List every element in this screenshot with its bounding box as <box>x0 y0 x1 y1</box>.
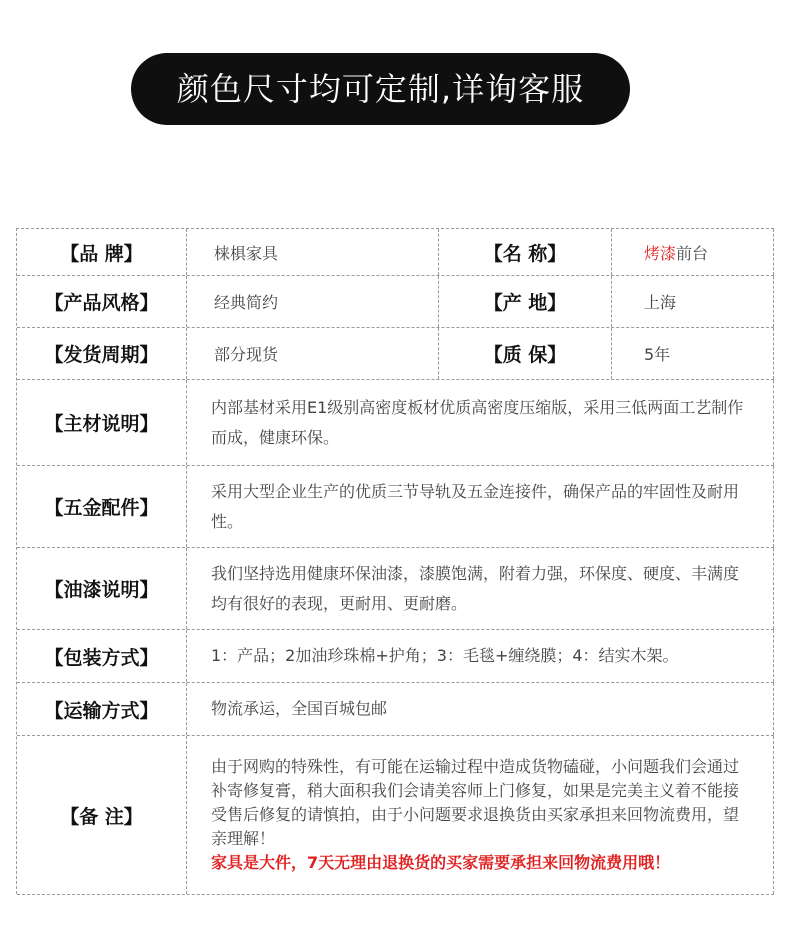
notes-text <box>211 755 753 875</box>
table-row <box>17 548 774 630</box>
label-brand: 【品 牌】 <box>17 229 187 275</box>
value-hardware <box>187 466 774 547</box>
value-delivery: 部分现货 <box>187 328 439 379</box>
value-warranty: 5年 <box>612 328 774 379</box>
table-row <box>17 328 774 380</box>
transport-text: 物流承运，全国百城包邮 <box>211 699 388 718</box>
notes-body: 由于网购的特殊性，有可能在运输过程中造成货物磕碰，小问题我们会通过补寄修复膏，稍大面积我们会请美容师上门修复，如果是完美主义着不能接受售后修复的请慎拍，由于小问题要求退换货由买家承担来回物流费用，望亲理解！ <box>211 757 740 848</box>
table-row <box>17 276 774 328</box>
label-transport: 【运输方式】 <box>17 683 187 735</box>
value-name-highlight: 烤漆 <box>644 243 677 263</box>
customization-banner: 颜色尺寸均可定制,详询客服 <box>131 53 630 125</box>
value-transport <box>187 683 774 735</box>
label-hardware: 【五金配件】 <box>17 466 187 547</box>
label-origin: 【产 地】 <box>439 276 612 327</box>
value-style: 经典简约 <box>187 276 439 327</box>
value-paint <box>187 548 774 629</box>
value-notes <box>187 736 774 894</box>
packaging-text: 1：产品；2加油珍珠棉+护角；3：毛毯+缠绕膜；4：结实木架。 <box>211 646 679 665</box>
product-spec-table <box>16 228 774 894</box>
value-name <box>612 229 774 275</box>
label-notes: 【备 注】 <box>17 736 187 894</box>
label-packaging: 【包装方式】 <box>17 630 187 682</box>
paint-text: 我们坚持选用健康环保油漆，漆膜饱满，附着力强，环保度、硬度、丰满度均有很好的表现，更耐用、更耐磨。 <box>211 563 740 613</box>
value-brand: 梾椇家具 <box>187 229 439 275</box>
table-row <box>17 736 774 895</box>
value-origin: 上海 <box>612 276 774 327</box>
label-warranty: 【质 保】 <box>439 328 612 379</box>
material-text: 内部基材采用E1级别高密度板材优质高密度压缩版，采用三低两面工艺制作而成，健康环保。 <box>211 397 744 447</box>
value-material <box>187 380 774 465</box>
table-row <box>17 466 774 548</box>
value-packaging <box>187 630 774 682</box>
table-row <box>17 683 774 736</box>
label-name: 【名 称】 <box>439 229 612 275</box>
table-row <box>17 229 774 276</box>
label-material: 【主材说明】 <box>17 380 187 465</box>
label-delivery: 【发货周期】 <box>17 328 187 379</box>
label-style: 【产品风格】 <box>17 276 187 327</box>
hardware-text: 采用大型企业生产的优质三节导轨及五金连接件，确保产品的牢固性及耐用性。 <box>211 481 740 531</box>
table-row <box>17 380 774 466</box>
table-row <box>17 630 774 683</box>
notes-warning: 家具是大件，7天无理由退换货的买家需要承担来回物流费用哦！ <box>211 853 671 872</box>
label-paint: 【油漆说明】 <box>17 548 187 629</box>
value-name-rest: 前台 <box>676 243 709 263</box>
